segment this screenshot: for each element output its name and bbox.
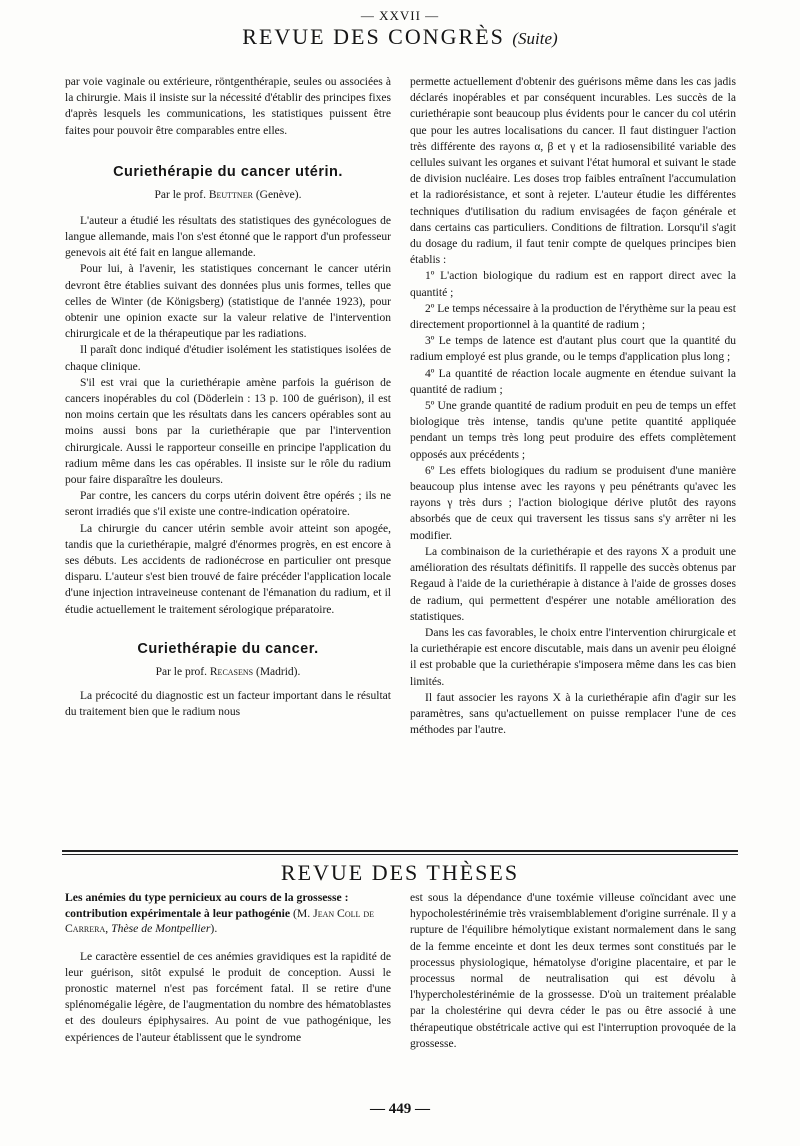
list-item: 4º La quantité de réaction locale augmente en étendue suivant la quantité de radium ; xyxy=(410,367,736,396)
author-name: Beuttner xyxy=(208,188,253,201)
paragraph: L'auteur a étudié les résultats des statistiques des gynécologues de langue allemande, mais l'on s'est étonné que le rapport d'un professeur genevois ait été fait en langue allemande. xyxy=(65,214,391,260)
paragraph: permette actuellement d'obtenir des guérisons même dans les cas jadis déclarés inopérables et par conséquent incurables. Les succès de la curiethérapie sont beaucoup plus évidents pour le cancer du col utérin que pour les autres localisations du cancer. Il faut distinguer l'action très différente des rayons α, β et γ et la radiosensibilité variable des cellules suivant les organes et suivant l'état humoral et suivant le stade de division nucléaire. Les doses trop faibles entraînent l'accumulation et la radiorésistance, et sont à rejeter. L'auteur étudie les différentes techniques d'utilisation du radium envisagées de façon générale et dans certains cas particuliers. Conditions de filtration. Lorsqu'il s'agit du dosage du radium, il faut tenir compte de quelques principes bien établis : xyxy=(410,76,736,267)
paragraph: Pour lui, à l'avenir, les statistiques concernant le cancer utérin devront être établies suivant des données plus unis formes, telles que celles de Winter (de Königsberg) (statistique de l'année 1923), pour obtenir une opinion exacte sur la valeur relative de l'intervention chirurgicale et de la thérapeutique par les radiations. xyxy=(65,263,391,341)
byline-prefix: Par le prof. xyxy=(154,188,209,201)
right-column xyxy=(410,74,736,738)
paragraph: est sous la dépendance d'une toxémie villeuse coïncidant avec une hypocholestérinémie très vraisemblablement d'origine surrénale. Il y a rupture de l'équilibre hémolytique existant normalement dans le sang de la femme enceinte et dont les deux termes sont constitués par le processus physiologique, hématolyse d'origine placentaire, et par le processus normal de neutralisation qui est dévolu à l'hypercholestérinémie de la grossesse. D'où un traitement préalable par la cholestérine qui devra céder le pas ou être associé à une thérapeutique obstétricale active qui est l'interruption provoquée de la grossesse. xyxy=(410,892,736,1050)
title-suite: (Suite) xyxy=(512,29,558,48)
paragraph: Il faut associer les rayons X à la curiethérapie afin d'agir sur les paramètres, sans qu'actuellement on puisse remplacer l'une de ces méthodes par l'autre. xyxy=(410,691,736,737)
page-number: — 449 — xyxy=(370,1101,430,1117)
paragraph: La chirurgie du cancer utérin semble avoir atteint son apogée, tandis que la curiethérapie, malgré d'énormes progrès, en est encore à ses débuts. Les accidents de radionécrose en particulier ont presque disparu. L'auteur s'est bien trouvé de faire précéder l'application locale d'une injection intraveineuse contenant de l'émanation du radium, et il étudie actuellement le traitement sérologique préparatoire. xyxy=(65,522,391,616)
byline-suffix: (Madrid). xyxy=(253,665,301,678)
thesis-author: Jean Coll de Carrera xyxy=(65,906,374,935)
folio-roman: — XXVII — xyxy=(360,8,440,23)
list-item: 2º Le temps nécessaire à la production de l'érythème sur la peau est directement proportionnel à la quantité de radium ; xyxy=(410,302,736,332)
paragraph: La combinaison de la curiethérapie et des rayons X a produit une amélioration des résultats définitifs. Il rappelle des succès obtenus par Regaud à l'aide de la curiethérapie à distance à l'aide de grosses doses de radium, qui permettent d'espérer une notable amélioration des statistiques. xyxy=(410,545,736,623)
author-name: Recasens xyxy=(209,665,254,678)
thesis-author-suffix: , xyxy=(105,922,112,935)
section-divider-thin xyxy=(62,854,738,855)
byline-recasens xyxy=(65,664,391,680)
thesis-author-prefix: (M. xyxy=(290,906,314,920)
thesis-closing: ). xyxy=(210,922,218,935)
list-item: 1º L'action biologique du radium est en rapport direct avec la quantité ; xyxy=(410,270,736,299)
list-item: 6º Les effets biologiques du radium se produisent d'une manière beaucoup plus intense avec les rayons γ peu pénétrants qu'avec les rayons γ très durs ; l'action biologique dérive plutôt des rayons absorbés que de ceux qui traversent les tissus sans s'y arrêter ni les modifier. xyxy=(410,464,736,542)
thesis-heading-text: Les anémies du type pernicieux au cours de la grossesse : contribution expérimentale à leur pathogénie xyxy=(65,891,349,920)
thesis-place: Thèse de Montpellier xyxy=(111,922,211,935)
section-title-curietherapie-uterin: Curiethérapie du cancer utérin. xyxy=(113,163,343,180)
byline-prefix: Par le prof. xyxy=(155,665,210,678)
theses-left-column xyxy=(65,890,391,1046)
paragraph: Le caractère essentiel de ces anémies gravidiques est la rapidité de leur guérison, sitôt expulsé le produit de conception. Aussi le pronostic maternel n'est pas forcément fatal. Il se retire d'une splénomégalie légère, de l'augmentation du nombre des hématoblastes et des douleurs épiphysaires. Au point de vue pathogénique, les expériences de l'auteur établissent que le syndrome xyxy=(65,950,391,1044)
title-text: REVUE DES CONGRÈS xyxy=(242,24,505,49)
theses-title: REVUE DES THÈSES xyxy=(280,860,520,885)
section-title-curietherapie-cancer: Curiethérapie du cancer. xyxy=(137,640,319,657)
page-title xyxy=(0,24,800,50)
paragraph: La précocité du diagnostic est un facteur important dans le résultat du traitement bien que le radium nous xyxy=(65,689,391,719)
thesis-heading xyxy=(65,890,391,937)
paragraph: S'il est vrai que la curiethérapie amène parfois la guérison de cancers inopérables du col (Döderlein : 13 p. 100 de guérison), il est non moins certain que les résultats dans les cancers opérables sont au moins aussi bons par la curiethérapie que par l'intervention chirurgicale. Aussi le rapporteur conseille en principe l'application du radium même dans les cas opérables. Il insiste sur le rôle du radium pour faire disparaître les douleurs. xyxy=(65,376,391,487)
list-item: 3º Le temps de latence est d'autant plus court que la quantité du radium employé est plus grande, ou le temps d'application plus long ; xyxy=(410,335,736,364)
paragraph: Dans les cas favorables, le choix entre l'intervention chirurgicale et la curiethérapie est encore discutable, mais dans un avenir peu éloigné il est probable que la curiethérapie s'imposera même dans les cas bien limités. xyxy=(410,626,736,688)
paragraph: Il paraît donc indiqué d'étudier isolément les statistiques isolées de chaque clinique. xyxy=(65,344,391,373)
intro-paragraph: par voie vaginale ou extérieure, röntgenthérapie, seules ou associées à la chirurgie. Mais il insiste sur la nécessité d'établir des principes fixes d'après lesquels les communications, les statistiques puissent être faites pour pouvoir être comparables entre elles. xyxy=(65,76,391,137)
left-column xyxy=(65,74,391,720)
list-item: 5º Une grande quantité de radium produit en peu de temps un effet biologique très intense, tandis qu'une petite quantité appliquée pendant un temps très long peut produire des effets complètement opposés aux précédents ; xyxy=(410,400,736,461)
section-divider xyxy=(62,850,738,852)
byline-suffix: (Genève). xyxy=(252,188,302,201)
paragraph: Par contre, les cancers du corps utérin doivent être opérés ; ils ne seront irradiés que s'il existe une contre-indication opératoire. xyxy=(65,490,391,519)
byline-beuttner xyxy=(65,187,391,203)
theses-right-column xyxy=(410,890,736,1052)
